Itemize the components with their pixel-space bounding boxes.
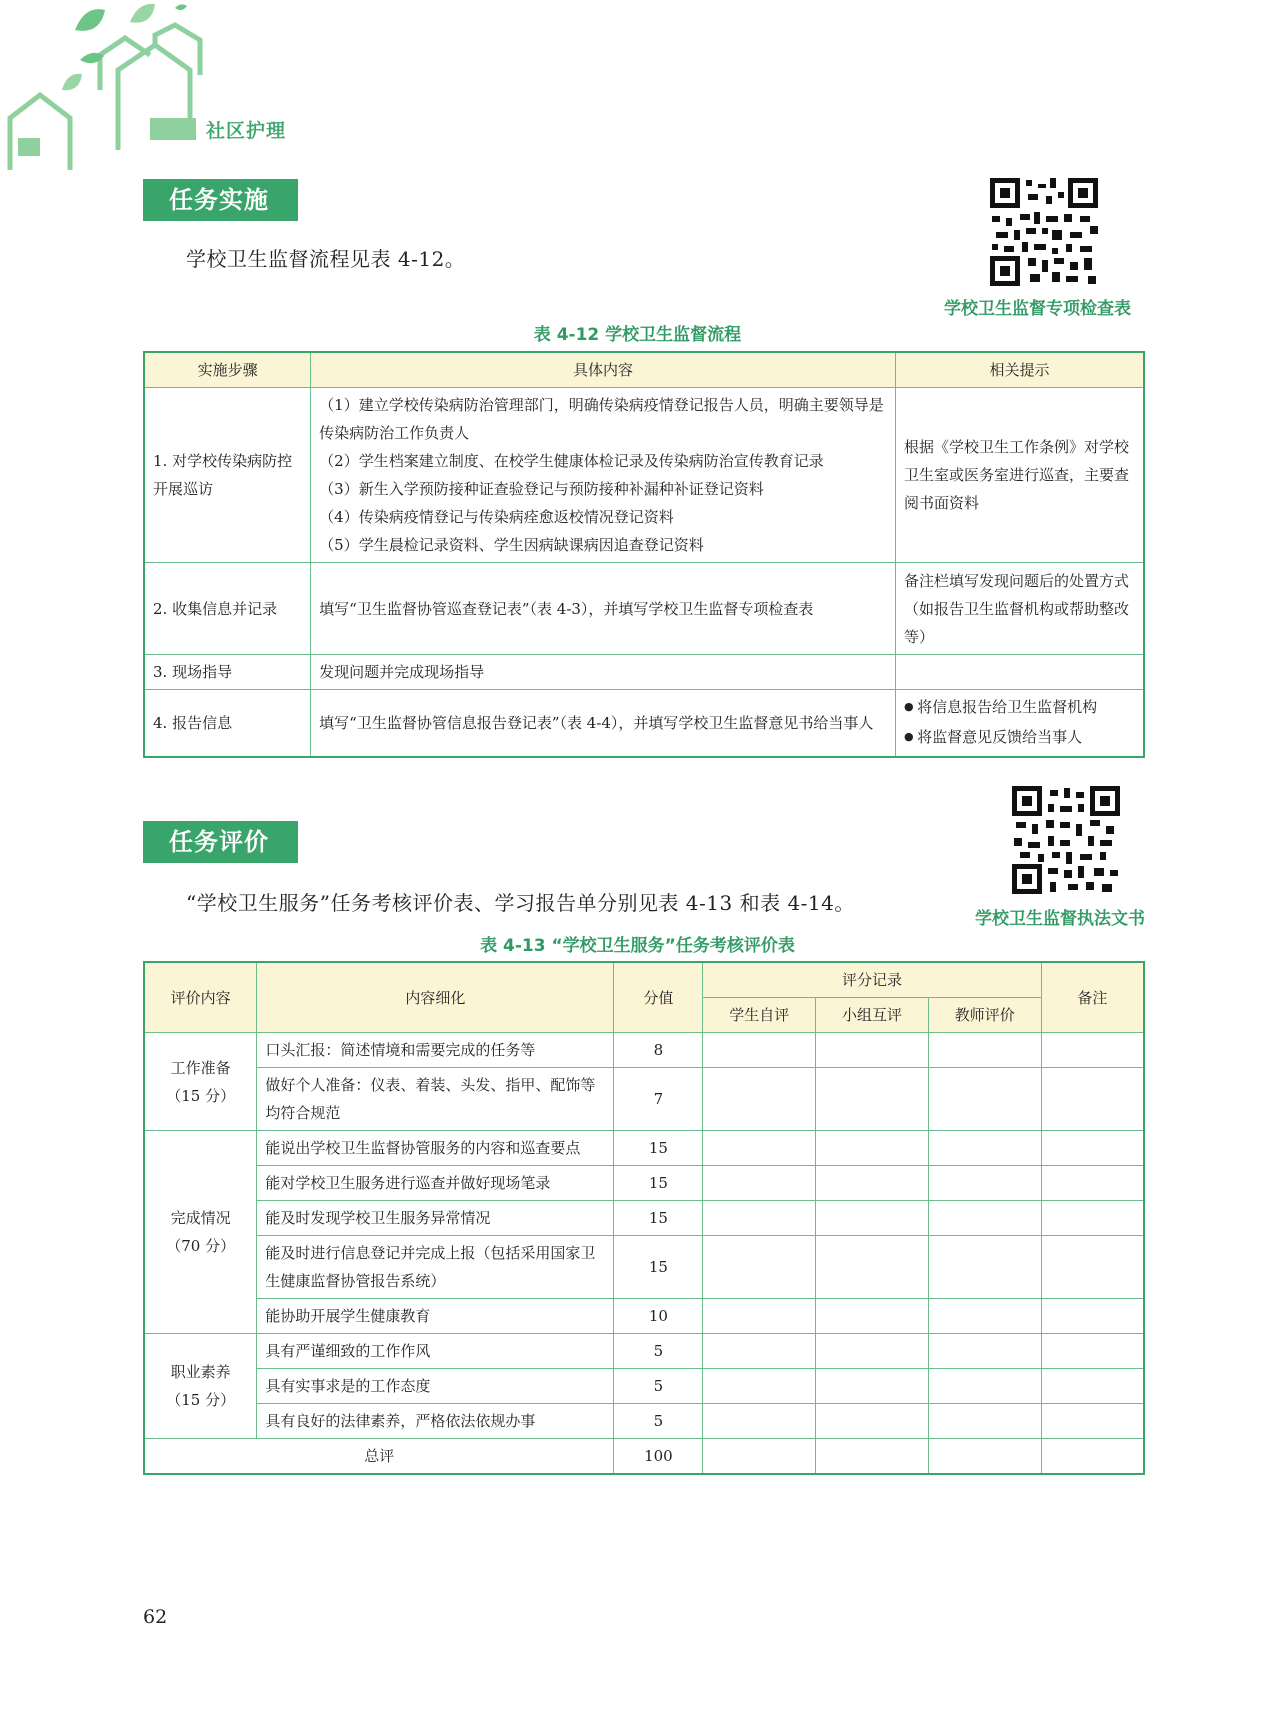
- teacher-eval-cell[interactable]: [928, 1236, 1041, 1299]
- th-detail: 内容细化: [257, 962, 614, 1033]
- detail-cell: 能及时进行信息登记并完成上报（包括采用国家卫生健康监督协管报告系统）: [257, 1236, 614, 1299]
- header-bar: [150, 118, 196, 140]
- teacher-eval-cell[interactable]: [928, 1439, 1041, 1475]
- th-score-record: 评分记录: [703, 962, 1041, 998]
- score-cell: 15: [614, 1201, 703, 1236]
- tip-bullet: ● 将信息报告给卫生监督机构: [904, 693, 1135, 723]
- th-self: 学生自评: [703, 998, 816, 1033]
- table-row: [144, 388, 1144, 563]
- teacher-eval-cell[interactable]: [928, 1369, 1041, 1404]
- teacher-eval-cell[interactable]: [928, 1131, 1041, 1166]
- self-eval-cell[interactable]: [703, 1201, 816, 1236]
- table-row-total: [144, 1439, 1144, 1475]
- teacher-eval-cell[interactable]: [928, 1166, 1041, 1201]
- score-cell: 10: [614, 1299, 703, 1334]
- score-cell: 7: [614, 1068, 703, 1131]
- th-tip: 相关提示: [895, 352, 1144, 388]
- score-cell: 15: [614, 1131, 703, 1166]
- group-eval-cell[interactable]: [816, 1439, 929, 1475]
- teacher-eval-cell[interactable]: [928, 1404, 1041, 1439]
- house-leaves-decoration: [0, 0, 230, 175]
- table-4-12-caption: 表 4-12 学校卫生监督流程: [533, 325, 742, 345]
- group-eval-cell[interactable]: [816, 1334, 929, 1369]
- th-step: 实施步骤: [144, 352, 311, 388]
- detail-cell: 能对学校卫生服务进行巡查并做好现场笔录: [257, 1166, 614, 1201]
- note-cell[interactable]: [1041, 1033, 1144, 1068]
- group-eval-cell[interactable]: [816, 1068, 929, 1131]
- note-cell[interactable]: [1041, 1166, 1144, 1201]
- tip-cell: 根据《学校卫生工作条例》对学校卫生室或医务室进行巡查，主要查阅书面资料: [895, 388, 1144, 563]
- table-row: [144, 1334, 1144, 1369]
- total-label: 总评: [144, 1439, 614, 1475]
- section1-intro: 学校卫生监督流程见表 4-12。: [186, 247, 466, 271]
- table-row: [144, 1131, 1144, 1166]
- self-eval-cell[interactable]: [703, 1439, 816, 1475]
- th-content: 具体内容: [311, 352, 896, 388]
- note-cell[interactable]: [1041, 1299, 1144, 1334]
- self-eval-cell[interactable]: [703, 1068, 816, 1131]
- section-tag-evaluation: 任务评价: [143, 821, 298, 863]
- table-row: [144, 1068, 1144, 1131]
- group-eval-cell[interactable]: [816, 1299, 929, 1334]
- note-cell[interactable]: [1041, 1236, 1144, 1299]
- self-eval-cell[interactable]: [703, 1033, 816, 1068]
- group-cell: 工作准备 （15 分）: [144, 1033, 257, 1131]
- group-cell: 职业素养 （15 分）: [144, 1334, 257, 1439]
- tip-bullet: ● 将监督意见反馈给当事人: [904, 723, 1135, 753]
- tip-cell: [895, 690, 1144, 758]
- section2-intro: “学校卫生服务”任务考核评价表、学习报告单分别见表 4-13 和表 4-14。: [186, 891, 855, 915]
- th-teacher: 教师评价: [928, 998, 1041, 1033]
- group-eval-cell[interactable]: [816, 1131, 929, 1166]
- note-cell[interactable]: [1041, 1439, 1144, 1475]
- note-cell[interactable]: [1041, 1131, 1144, 1166]
- note-cell[interactable]: [1041, 1334, 1144, 1369]
- th-eval-content: 评价内容: [144, 962, 257, 1033]
- teacher-eval-cell[interactable]: [928, 1033, 1041, 1068]
- detail-cell: 具有实事求是的工作态度: [257, 1369, 614, 1404]
- qr-caption-inspection-form: 学校卫生监督专项检查表: [944, 299, 1131, 319]
- total-score: 100: [614, 1439, 703, 1475]
- note-cell[interactable]: [1041, 1201, 1144, 1236]
- detail-cell: 具有严谨细致的工作作风: [257, 1334, 614, 1369]
- self-eval-cell[interactable]: [703, 1369, 816, 1404]
- group-eval-cell[interactable]: [816, 1369, 929, 1404]
- content-line: （4）传染病疫情登记与传染病痊愈返校情况登记资料: [319, 508, 674, 526]
- table-row: [144, 1166, 1144, 1201]
- table-row: [144, 1369, 1144, 1404]
- th-group: 小组互评: [816, 998, 929, 1033]
- step-cell: 4. 报告信息: [144, 690, 311, 758]
- qr-caption-enforcement-documents: 学校卫生监督执法文书: [975, 909, 1145, 929]
- detail-cell: 能说出学校卫生监督协管服务的内容和巡查要点: [257, 1131, 614, 1166]
- content-line: （5）学生晨检记录资料、学生因病缺课病因追查登记资料: [319, 536, 704, 554]
- group-eval-cell[interactable]: [816, 1404, 929, 1439]
- content-line: （3）新生入学预防接种证查验登记与预防接种补漏种补证登记资料: [319, 480, 764, 498]
- self-eval-cell[interactable]: [703, 1166, 816, 1201]
- self-eval-cell[interactable]: [703, 1334, 816, 1369]
- content-line: （2）学生档案建立制度、在校学生健康体检记录及传染病防治宣传教育记录: [319, 452, 824, 470]
- table-row: [144, 690, 1144, 758]
- self-eval-cell[interactable]: [703, 1236, 816, 1299]
- self-eval-cell[interactable]: [703, 1299, 816, 1334]
- group-eval-cell[interactable]: [816, 1201, 929, 1236]
- qr-code-icon[interactable]: [990, 178, 1098, 286]
- self-eval-cell[interactable]: [703, 1131, 816, 1166]
- group-eval-cell[interactable]: [816, 1236, 929, 1299]
- teacher-eval-cell[interactable]: [928, 1201, 1041, 1236]
- score-cell: 15: [614, 1166, 703, 1201]
- detail-cell: 具有良好的法律素养，严格依法依规办事: [257, 1404, 614, 1439]
- note-cell[interactable]: [1041, 1369, 1144, 1404]
- section-tag-implementation: 任务实施: [143, 179, 298, 221]
- table-4-13: [143, 961, 1145, 1475]
- content-line: （1）建立学校传染病防治管理部门，明确传染病疫情登记报告人员，明确主要领导是传染病防治工作负责人: [319, 396, 884, 442]
- qr-code-icon[interactable]: [1012, 786, 1120, 894]
- th-note: 备注: [1041, 962, 1144, 1033]
- score-cell: 5: [614, 1369, 703, 1404]
- content-cell: 填写“卫生监督协管巡查登记表”（表 4-3），并填写学校卫生监督专项检查表: [311, 563, 896, 655]
- table-row: [144, 1404, 1144, 1439]
- score-cell: 5: [614, 1404, 703, 1439]
- tip-cell: [895, 655, 1144, 690]
- group-cell: 完成情况 （70 分）: [144, 1131, 257, 1334]
- teacher-eval-cell[interactable]: [928, 1068, 1041, 1131]
- table-row: [144, 1033, 1144, 1068]
- detail-cell: 能协助开展学生健康教育: [257, 1299, 614, 1334]
- table-row: [144, 1201, 1144, 1236]
- note-cell[interactable]: [1041, 1068, 1144, 1131]
- group-eval-cell[interactable]: [816, 1033, 929, 1068]
- content-cell: 填写“卫生监督协管信息报告登记表”（表 4-4），并填写学校卫生监督意见书给当事人: [311, 690, 896, 758]
- table-row: [144, 1299, 1144, 1334]
- page-number: 62: [143, 1606, 168, 1628]
- teacher-eval-cell[interactable]: [928, 1299, 1041, 1334]
- th-score: 分值: [614, 962, 703, 1033]
- content-cell: 发现问题并完成现场指导: [311, 655, 896, 690]
- teacher-eval-cell[interactable]: [928, 1334, 1041, 1369]
- step-cell: 2. 收集信息并记录: [144, 563, 311, 655]
- table-4-12: [143, 351, 1145, 758]
- score-cell: 8: [614, 1033, 703, 1068]
- score-cell: 5: [614, 1334, 703, 1369]
- table-row: [144, 655, 1144, 690]
- detail-cell: 能及时发现学校卫生服务异常情况: [257, 1201, 614, 1236]
- score-cell: 15: [614, 1236, 703, 1299]
- table-4-13-caption: 表 4-13 “学校卫生服务”任务考核评价表: [480, 936, 795, 956]
- step-cell: 1. 对学校传染病防控开展巡访: [144, 388, 311, 563]
- content-cell: [311, 388, 896, 563]
- detail-cell: 口头汇报：简述情境和需要完成的任务等: [257, 1033, 614, 1068]
- self-eval-cell[interactable]: [703, 1404, 816, 1439]
- step-cell: 3. 现场指导: [144, 655, 311, 690]
- detail-cell: 做好个人准备：仪表、着装、头发、指甲、配饰等均符合规范: [257, 1068, 614, 1131]
- table-row: [144, 563, 1144, 655]
- note-cell[interactable]: [1041, 1404, 1144, 1439]
- table-row: [144, 1236, 1144, 1299]
- group-eval-cell[interactable]: [816, 1166, 929, 1201]
- book-title: 社区护理: [206, 120, 287, 142]
- tip-cell: 备注栏填写发现问题后的处置方式（如报告卫生监督机构或帮助整改等）: [895, 563, 1144, 655]
